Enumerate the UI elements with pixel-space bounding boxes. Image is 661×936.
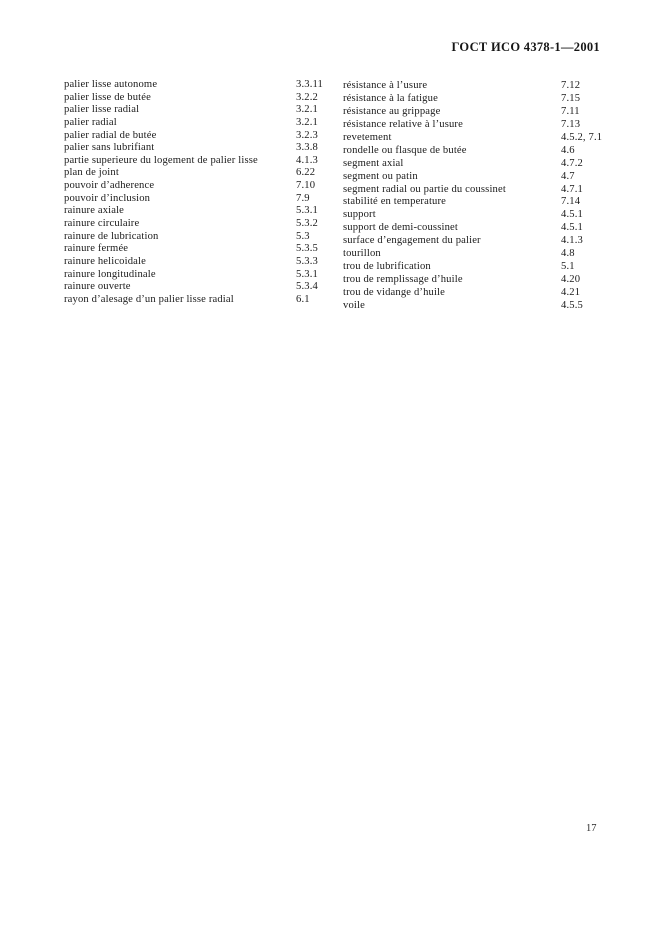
index-row <box>64 167 327 180</box>
index-row <box>343 80 603 93</box>
index-row <box>64 104 327 117</box>
index-row <box>64 269 327 282</box>
index-row <box>64 180 327 193</box>
index-section-ref: 3.2.1 <box>296 116 318 128</box>
index-section-ref: 3.2.3 <box>296 129 318 141</box>
index-section-ref: 7.9 <box>296 192 310 204</box>
index-term: stabilité en temperature <box>343 196 447 208</box>
index-section-ref: 7.14 <box>561 196 581 208</box>
index-section-ref: 5.3.2 <box>296 218 318 230</box>
index-section-ref: 4.1.3 <box>561 235 583 247</box>
index-term: rayon d’alesage d’un palier lisse radial <box>64 293 234 305</box>
index-row <box>64 142 327 155</box>
index-term: voile <box>343 299 365 311</box>
index-section-ref: 6.1 <box>296 293 310 305</box>
index-term: rainure helicoidale <box>64 255 146 267</box>
index-term: support <box>343 209 376 221</box>
index-row <box>64 256 327 269</box>
index-term: rainure longitudinale <box>64 268 156 280</box>
index-term: palier lisse de butée <box>64 91 151 103</box>
index-section-ref: 7.12 <box>561 80 581 91</box>
index-section-ref: 4.5.5 <box>561 299 583 311</box>
index-section-ref: 3.2.1 <box>296 104 318 116</box>
index-term: résistance relative à l’usure <box>343 118 463 130</box>
index-term: palier radial de butée <box>64 129 157 141</box>
index-row <box>343 196 603 209</box>
index-section-ref: 4.7.2 <box>561 157 583 169</box>
index-term: surface d’engagement du palier <box>343 235 481 247</box>
index-section-ref: 7.11 <box>561 105 580 117</box>
index-term: rainure de lubrication <box>64 230 159 242</box>
index-row <box>64 243 327 256</box>
index-term: tourillon <box>343 248 381 260</box>
index-section-ref: 3.3.11 <box>296 79 323 90</box>
index-term: pouvoir d’adherence <box>64 180 155 192</box>
index-term: rainure ouverte <box>64 281 131 293</box>
index-row <box>343 158 603 171</box>
index-row <box>343 222 603 235</box>
index-row <box>64 79 327 92</box>
index-section-ref: 4.21 <box>561 287 581 298</box>
index-term: segment axial <box>343 157 404 169</box>
index-row <box>343 274 603 287</box>
index-section-ref: 7.10 <box>296 180 316 192</box>
document-header-title: ГОСТ ИСО 4378-1—2001 <box>451 40 600 54</box>
index-section-ref: 4.6 <box>561 144 575 156</box>
index-column-right <box>343 80 603 313</box>
index-section-ref: 5.3.5 <box>296 243 318 255</box>
index-section-ref: 5.3.1 <box>296 268 318 280</box>
index-row <box>343 261 603 274</box>
index-term: trou de remplissage d’huile <box>343 274 463 286</box>
index-row <box>343 93 603 106</box>
index-row <box>64 281 327 294</box>
index-term: pouvoir d’inclusion <box>64 192 151 204</box>
index-section-ref: 4.8 <box>561 248 575 260</box>
index-section-ref: 5.3.1 <box>296 205 318 217</box>
index-row <box>343 145 603 158</box>
index-section-ref: 6.22 <box>296 167 316 179</box>
index-row <box>64 294 327 307</box>
index-term: résistance à l’usure <box>343 80 428 91</box>
index-term: segment radial ou partie du coussinet <box>343 183 506 195</box>
index-row <box>343 119 603 132</box>
index-row <box>343 171 603 184</box>
index-term: rainure axiale <box>64 205 125 217</box>
index-row <box>64 193 327 206</box>
index-section-ref: 4.5.2, 7.1 <box>561 131 603 143</box>
index-section-ref: 3.3.8 <box>296 142 318 154</box>
index-term: résistance à la fatigue <box>343 92 438 104</box>
index-row <box>343 106 603 119</box>
index-term: rainure fermée <box>64 243 129 255</box>
index-term: résistance au grippage <box>343 105 441 117</box>
index-term: trou de lubrification <box>343 261 431 273</box>
index-row <box>64 205 327 218</box>
index-section-ref: 5.3.4 <box>296 281 318 293</box>
index-term: rondelle ou flasque de butée <box>343 144 467 156</box>
index-term: segment ou patin <box>343 170 418 182</box>
index-row <box>343 287 603 300</box>
index-row <box>343 300 603 313</box>
index-section-ref: 4.7 <box>561 170 575 182</box>
index-row <box>64 231 327 244</box>
index-row <box>343 209 603 222</box>
index-row <box>343 184 603 197</box>
index-row <box>64 117 327 130</box>
index-section-ref: 4.20 <box>561 274 581 286</box>
index-term: revetement <box>343 131 392 143</box>
index-section-ref: 5.3.3 <box>296 255 318 267</box>
index-section-ref: 4.5.1 <box>561 209 583 221</box>
index-term: trou de vidange d’huile <box>343 287 446 298</box>
index-term: palier sans lubrifiant <box>64 142 155 154</box>
index-row <box>64 92 327 105</box>
index-term: plan de joint <box>64 167 119 179</box>
index-term: palier lisse autonome <box>64 79 158 90</box>
index-term: palier lisse radial <box>64 104 140 116</box>
index-section-ref: 5.3 <box>296 230 310 242</box>
index-section-ref: 5.1 <box>561 261 575 273</box>
index-term: partie superieure du logement de palier lisse <box>64 154 258 166</box>
index-section-ref: 4.5.1 <box>561 222 583 234</box>
index-row <box>343 132 603 145</box>
index-term: palier radial <box>64 116 117 128</box>
page-number: 17 <box>586 823 597 834</box>
index-term: support de demi-coussinet <box>343 222 458 234</box>
index-section-ref: 3.2.2 <box>296 91 318 103</box>
index-term: rainure circulaire <box>64 218 140 230</box>
index-row <box>343 248 603 261</box>
index-section-ref: 7.15 <box>561 92 581 104</box>
index-section-ref: 4.1.3 <box>296 154 318 166</box>
index-row <box>64 218 327 231</box>
index-column-left <box>64 79 327 307</box>
index-section-ref: 7.13 <box>561 118 581 130</box>
index-row <box>343 235 603 248</box>
index-section-ref: 4.7.1 <box>561 183 583 195</box>
index-row <box>64 130 327 143</box>
index-row <box>64 155 327 168</box>
